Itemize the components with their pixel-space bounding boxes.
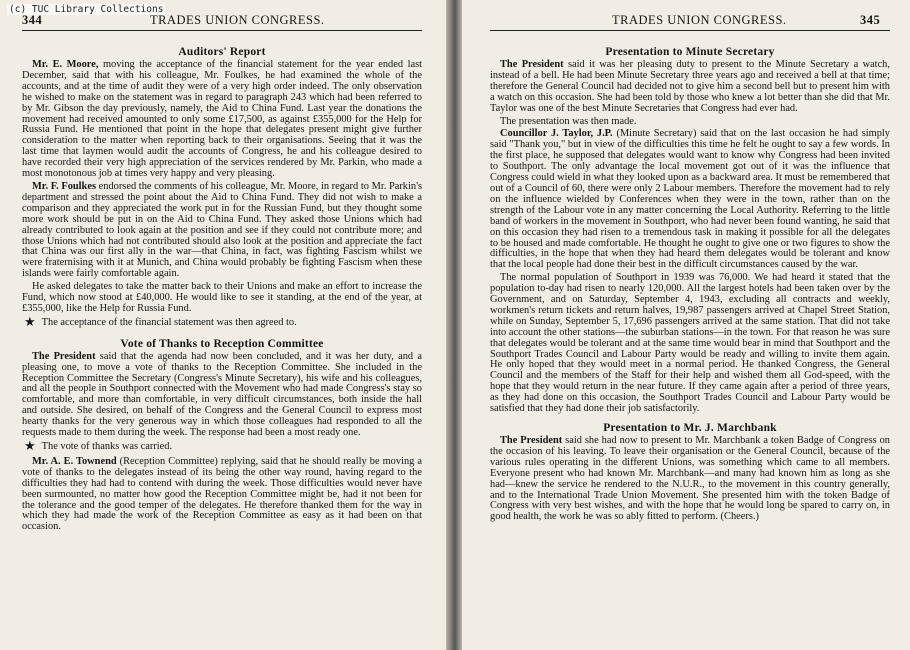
paragraph: The presentation was then made.: [500, 115, 637, 127]
watermark: (c) TUC Library Collections: [9, 4, 164, 15]
paragraph: [490, 129, 890, 271]
right-column: [490, 46, 890, 525]
paragraph: [490, 60, 890, 115]
paragraph-text: (Reception Committee) replying, said that he should really be moving a vote of thanks to the delegates instead of its being the other way round, having regard to the difficulties they had had to contend with during the week. Those difficulties would never have been surmounted, no matter how good the Reception Committee might be, had it not been for the tolerance and the good temper of the delegates. He therefore thanked them for the way in which they had made the work of the Reception Committee as easy as it had been on that occasion.: [22, 455, 422, 533]
speaker-name: The President: [500, 435, 563, 446]
book-gutter: [446, 0, 462, 650]
paragraph: [22, 60, 422, 180]
speaker-name: Councillor J. Taylor, J.P.: [500, 128, 613, 140]
marchbank-heading: Presentation to Mr. J. Marchbank: [603, 422, 777, 434]
paragraph-text: said it was her pleasing duty to present to the Minute Secretary a watch, instead of a bell. He had been Minute Secretary three years ago and received a bell at that time; therefore the General Council had decided not to give him a second bell but to present him with a watch on this occasion. She had been told by those who knew a lot better than she did that Mr. Taylor was one of the best Minute Secretaries that Congress had ever had.: [490, 59, 890, 114]
vote-of-thanks-heading: Vote of Thanks to Reception Committee: [120, 337, 324, 350]
left-page-number: 344: [22, 13, 43, 27]
right-page-number: 345: [860, 13, 881, 27]
right-page: [462, 0, 910, 650]
paragraph-text: (Minute Secretary) said that on the last occasion he had simply said "Thank you," but in view of the difficulties this time he felt he ought to say a few words. In the first place, he supposed that delegates would want to know why Congress had been invited to Southport. The only advantage the local movement got out of it was the influence that Congress could wield in what they looked upon as a backward area. It must be remembered that out of a Council of 60, there were only 2 Labour members. Therefore the movement had to rely on the influence wielded by Conferences when they were in the town, rather than on the strength of the Labour vote in any matter concerning the Local Authority. Referring to the little band of workers in the movement in Southport, who had never been found wanting, he said that on this occasion they had risen to a tremendous task in making it possible for all the delegates to be housed and made comfortable. He thought he ought to give one or two figures to show the difficulties, in the hope that when they had heard them delegates would be tolerant and know that the local people had done their best in the difficult circumstances caused by the war.: [490, 128, 890, 271]
left-header-rule: [22, 30, 422, 31]
left-column: [22, 46, 422, 535]
star-icon: ★: [24, 439, 36, 454]
resolution-line: [22, 314, 422, 330]
paragraph-text: said that the agenda had now been concluded, and it was her duty, and a pleasing one, to move a vote of thanks to the Reception Committee. She included in the Reception Committee the Secretary (Congress's Minute Secretary), his wife and his colleagues, and all the people in Southport connected with the Movement who had made Congress's stay so comfortable, and more than comfortable, in very difficult circumstances, both inside the hall and outside. She desired, on behalf of the Congress and the General Council to express most hearty thanks for the very generous way in which those colleagues had responded to all the requests made to them during the week. The response had been a most ready one.: [22, 350, 422, 439]
right-header-rule: [490, 30, 890, 31]
paragraph: He asked delegates to take the matter back to their Unions and make an effort to increase the Fund, which now stood at £40,000. He would like to see it standing, at the end of the year, at £355,000, like the Help for Russia Fund.: [22, 281, 422, 314]
minute-secretary-heading: Presentation to Minute Secretary: [605, 46, 775, 58]
paragraph: [22, 182, 422, 280]
paragraph: [22, 457, 422, 533]
paragraph: [22, 352, 422, 439]
speaker-name: Mr. F. Foulkes: [32, 180, 96, 192]
resolution-text: The acceptance of the financial statement was then agreed to.: [41, 316, 297, 328]
paragraph: The normal population of Southport in 1939 was 76,000. We had heard it stated that the population to-day had risen to nearly 120,000. All the largest hotels had been taken over by the Government, and on Saturday, September 4, 1943, excluding all contracts and weekly, workmen's return tickets and return halves, 19,987 passengers arrived at Chapel Street Station, while on Sunday, September 5, 17,696 passengers arrived at the same station. That did not take into account the other stations—the suburban stations—in the town. For that reason he was sure that delegates would be tolerant and at the same time would bear in mind that Southport and the Southport Trades Council and Labour Party would be ready and willing to invite them again. He only hoped that they would meet in a normal period. He thanked Congress, the General Council and the members of the Staff for their help and wished them all God-speed, with the hope that they would return in the near future. If they came again after a period of three years, as they had done on this occasion, the Southport Trades Council and Labour Party would be satisfied that they had done their job satisfactorily.: [490, 272, 890, 415]
paragraph-text: moving the acceptance of the financial statement for the year ended last December, said that with his colleague, Mr. Foulkes, he had examined the whole of the accounts, and at the time of audit they were of a very high order indeed. The only observation he wished to make on the statement was in regard to paragraph 243 which had been referred to by Mr. Gibson the day previously, namely, the Aid to China Fund. Last year the donations the movement had received amounted to only some £17,500, as against £355,000 for the Help for Russia Fund. He mentioned that point in the hope that delegates present might give further consideration to the matter when reporting back to their organisations. Seeing that it was the last time that laymen would audit the accounts of Congress, he and his colleague desired to have recorded their very high appreciation of the services rendered by Mr. Parkin, who made a most monotonous job at times very happy and very pleasing.: [22, 59, 422, 180]
paragraph-text: said she had now to present to Mr. Marchbank a token Badge of Congress on the occasion of his leaving. To leave their organisation or the General Council, because of the various rules operating in the different Unions, was something which came to all members. Everyone present who had known Mr. Marchbank—and many had known him as long as she had—knew the service he rendered to the N.U.R., to the movement in this country generally, and to the International Trade Union Movement. She presented him with the token Badge of Congress with very best wishes, and with the hope that he would long be spared to carry on, in good health, the work he was so ably fitted to perform. (Cheers.): [490, 435, 890, 523]
paragraph-text: endorsed the comments of his colleague, Mr. Moore, in regard to Mr. Parkin's department and stressed the point about the Aid to China Fund. They did not wish to make a comparison and they appreciated the work put in for the Russian Fund, but they thought some more work should be put in on the Aid to China Fund. They asked those Unions which had already contributed to look again at the position and see if they could not contribute more; and those Unions which had not contributed should also look at the position and appreciate the fact that China was our first ally in the war—that China, in fact, was fighting Fascism whilst we were fraternising with it at Munich, and China would probably be fighting Fascism when these islands were fairly comfortable again.: [22, 180, 423, 280]
resolution-text: The vote of thanks was carried.: [41, 441, 173, 452]
speaker-name: Mr. A. E. Townend: [32, 455, 117, 467]
star-icon: ★: [24, 314, 36, 330]
right-running-head: TRADES UNION CONGRESS.: [612, 13, 787, 27]
speaker-name: Mr. E. Moore,: [32, 59, 99, 70]
left-page: [0, 0, 446, 650]
auditors-report-heading: Auditors' Report: [178, 46, 266, 58]
resolution-line: [22, 439, 422, 454]
paragraph: [490, 436, 890, 523]
speaker-name: The President: [32, 350, 96, 362]
left-running-head: TRADES UNION CONGRESS.: [150, 13, 325, 27]
speaker-name: The President: [500, 59, 564, 70]
